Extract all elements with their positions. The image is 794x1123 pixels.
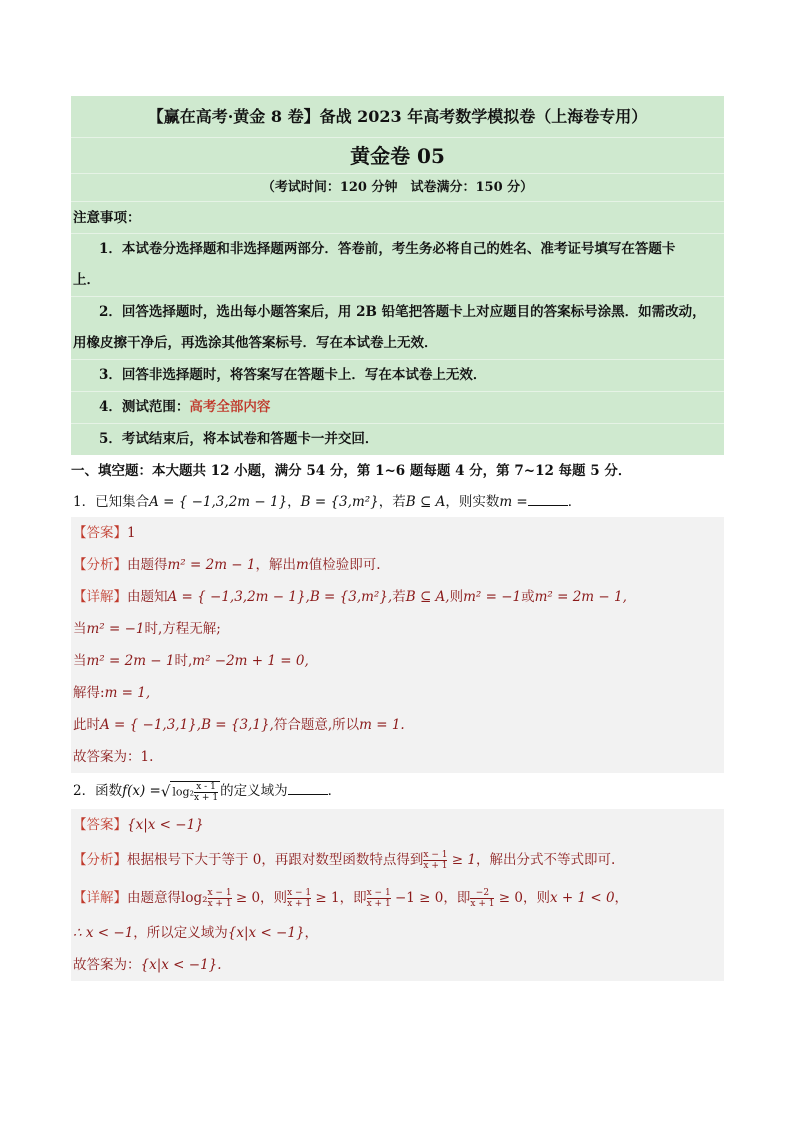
- text: 解得:: [73, 685, 105, 701]
- math: m² = 2m − 1,: [534, 589, 627, 605]
- text: 此时: [73, 717, 100, 733]
- answer-blank: [288, 780, 328, 795]
- text: ≥ 0，则: [231, 890, 288, 906]
- math: m² = 2m − 1: [86, 653, 175, 669]
- q1-math: A = { −1,3,2m − 1}: [149, 494, 288, 510]
- fraction: [208, 888, 232, 909]
- log-text: log₂: [172, 785, 194, 798]
- note-4-label: 4．测试范围：: [99, 399, 190, 415]
- denominator: x + 1: [287, 899, 312, 909]
- math: B ⊆ A,: [405, 589, 450, 605]
- text: 由题得: [127, 557, 168, 573]
- text: ，: [304, 925, 319, 941]
- q2-analysis: [71, 841, 724, 879]
- math: {x|x < −1}: [227, 925, 305, 941]
- note-1: 1．本试卷分选择题和非选择题两部分．答卷前，考生务必将自己的姓名、准考证号填写在答题卡: [99, 241, 676, 257]
- numerator: x − 1: [207, 888, 232, 898]
- text: ，所以定义域为: [133, 925, 228, 941]
- notes-heading: 注意事项：: [71, 202, 724, 234]
- note-4: [71, 392, 724, 424]
- math: m² = −1: [463, 589, 522, 605]
- answer-value: 1: [127, 525, 136, 541]
- answer-value: {x|x < −1}: [127, 817, 204, 833]
- fraction: [470, 888, 494, 909]
- text: ≥ 1，即: [311, 890, 367, 906]
- numerator: x − 1: [287, 888, 312, 898]
- exam-series-title: 【赢在高考·黄金 8 卷】备战 2023 年高考数学模拟卷（上海卷专用）: [71, 96, 724, 138]
- q1-math: B = {3,m²}: [300, 494, 379, 510]
- denominator: x + 1: [423, 861, 448, 871]
- exam-page: [71, 96, 724, 981]
- note-5: 5．考试结束后，将本试卷和答题卡一并交回．: [99, 431, 379, 447]
- math: m² = −1: [86, 621, 145, 637]
- q1-answer: [71, 517, 724, 549]
- question-1: [71, 487, 724, 517]
- math: x + 1 < 0: [549, 890, 615, 906]
- text: ≥ 0，则: [494, 890, 550, 906]
- section-heading: 一、填空题：本大题共 12 小题，满分 54 分，第 1~6 题每题 4 分，第 7~12 每题 5 分．: [71, 463, 632, 479]
- q2-detail-line-3: [71, 949, 724, 981]
- q2-text: ．: [327, 783, 342, 799]
- q1-detail-line-5: [71, 709, 724, 741]
- q1-text: ．: [567, 494, 582, 510]
- q1-detail-line-3: [71, 645, 724, 677]
- q2-text: 的定义域为: [220, 783, 288, 799]
- text: 当: [73, 621, 87, 637]
- note-2: 2．回答选择题时，选出每小题答案后，用 2B 铅笔把答题卡上对应题目的答案标号涂黑．如需改动，: [99, 304, 706, 320]
- text: −1 ≥ 0，即: [390, 890, 471, 906]
- q2-solution-box: [71, 809, 724, 981]
- text: 由题意得: [127, 890, 181, 906]
- numerator: x - 1: [194, 782, 218, 793]
- question-2: [71, 773, 724, 809]
- math: ≥ 1: [447, 852, 476, 868]
- math: A = { −1,3,1},B = {3,1},: [100, 717, 274, 733]
- math: m² = 2m − 1: [167, 557, 256, 573]
- numerator: −2: [470, 888, 494, 899]
- sqrt-sign: √: [160, 782, 171, 801]
- q2-answer: [71, 809, 724, 841]
- note-4-scope: 高考全部内容: [189, 399, 271, 415]
- q1-detail-line-6: 故答案为：1.: [73, 749, 154, 765]
- math: m: [295, 557, 309, 573]
- q1-text: ，则实数: [445, 494, 500, 510]
- q2-math: f(x) =: [122, 783, 161, 799]
- text: 或: [521, 589, 535, 605]
- math: m² −2m + 1 = 0,: [192, 653, 309, 669]
- math: {x|x < −1}.: [140, 957, 222, 973]
- q2-text: 2．函数: [73, 783, 123, 799]
- fraction: [194, 782, 218, 803]
- log-text: log₂: [181, 890, 208, 906]
- exam-paper-title: 黄金卷 05: [71, 138, 724, 174]
- text: ，: [614, 890, 629, 906]
- text: ，解出分式不等式即可.: [475, 852, 616, 868]
- q1-detail-line-1: [71, 581, 724, 613]
- q1-solution-box: [71, 517, 724, 773]
- math: A = { −1,3,2m − 1},B = {3,m²},: [167, 589, 393, 605]
- q2-detail-line-1: [71, 879, 724, 917]
- numerator: x − 1: [423, 850, 448, 860]
- text: 故答案为：: [73, 957, 141, 973]
- answer-tag: 【答案】: [73, 817, 127, 833]
- denominator: x + 1: [194, 792, 219, 803]
- answer-blank: [528, 491, 568, 506]
- text: 由题知: [127, 589, 168, 605]
- q1-detail-line-2: [71, 613, 724, 645]
- text: 根据根号下大于等于 0，再跟对数型函数特点得到: [127, 852, 424, 868]
- text: ，解出: [255, 557, 296, 573]
- q1-math: B ⊆ A: [405, 494, 446, 510]
- text: 则: [449, 589, 464, 605]
- detail-tag: 【详解】: [73, 589, 127, 605]
- text: 值检验即可.: [308, 557, 381, 573]
- q1-detail-line-4: [71, 677, 724, 709]
- answer-tag: 【答案】: [73, 525, 127, 541]
- note-2-cont: 用橡皮擦干净后，再选涂其他答案标号．写在本试卷上无效．: [71, 328, 724, 360]
- denominator: x + 1: [207, 899, 232, 909]
- q1-text: 1．已知集合: [73, 494, 150, 510]
- note-3: 3．回答非选择题时，将答案写在答题卡上．写在本试卷上无效．: [71, 360, 724, 392]
- fraction: [367, 888, 391, 909]
- sqrt-body: [170, 781, 220, 803]
- fraction: [287, 888, 311, 909]
- q1-text: ，: [287, 494, 301, 510]
- analysis-tag: 【分析】: [73, 852, 127, 868]
- math: ∴ x < −1: [73, 925, 134, 941]
- numerator: x − 1: [366, 888, 391, 898]
- exam-header-box: [71, 96, 724, 455]
- fraction: [423, 850, 447, 871]
- analysis-tag: 【分析】: [73, 557, 127, 573]
- math: m = 1.: [359, 717, 405, 733]
- text: 时,: [174, 653, 193, 669]
- text: 当: [73, 653, 87, 669]
- detail-tag: 【详解】: [73, 890, 127, 906]
- q2-detail-line-2: [71, 917, 724, 949]
- q1-math: m =: [499, 494, 528, 510]
- math: m = 1,: [104, 685, 151, 701]
- exam-info: （考试时间：120 分钟 试卷满分：150 分）: [71, 174, 724, 202]
- q1-analysis: [71, 549, 724, 581]
- denominator: x + 1: [366, 899, 391, 909]
- text: 时,方程无解;: [144, 621, 221, 637]
- text: 符合题意,所以: [273, 717, 360, 733]
- q1-text: ，若: [378, 494, 406, 510]
- text: 若: [392, 589, 406, 605]
- denominator: x + 1: [470, 899, 495, 909]
- note-1-cont: 上．: [71, 265, 724, 297]
